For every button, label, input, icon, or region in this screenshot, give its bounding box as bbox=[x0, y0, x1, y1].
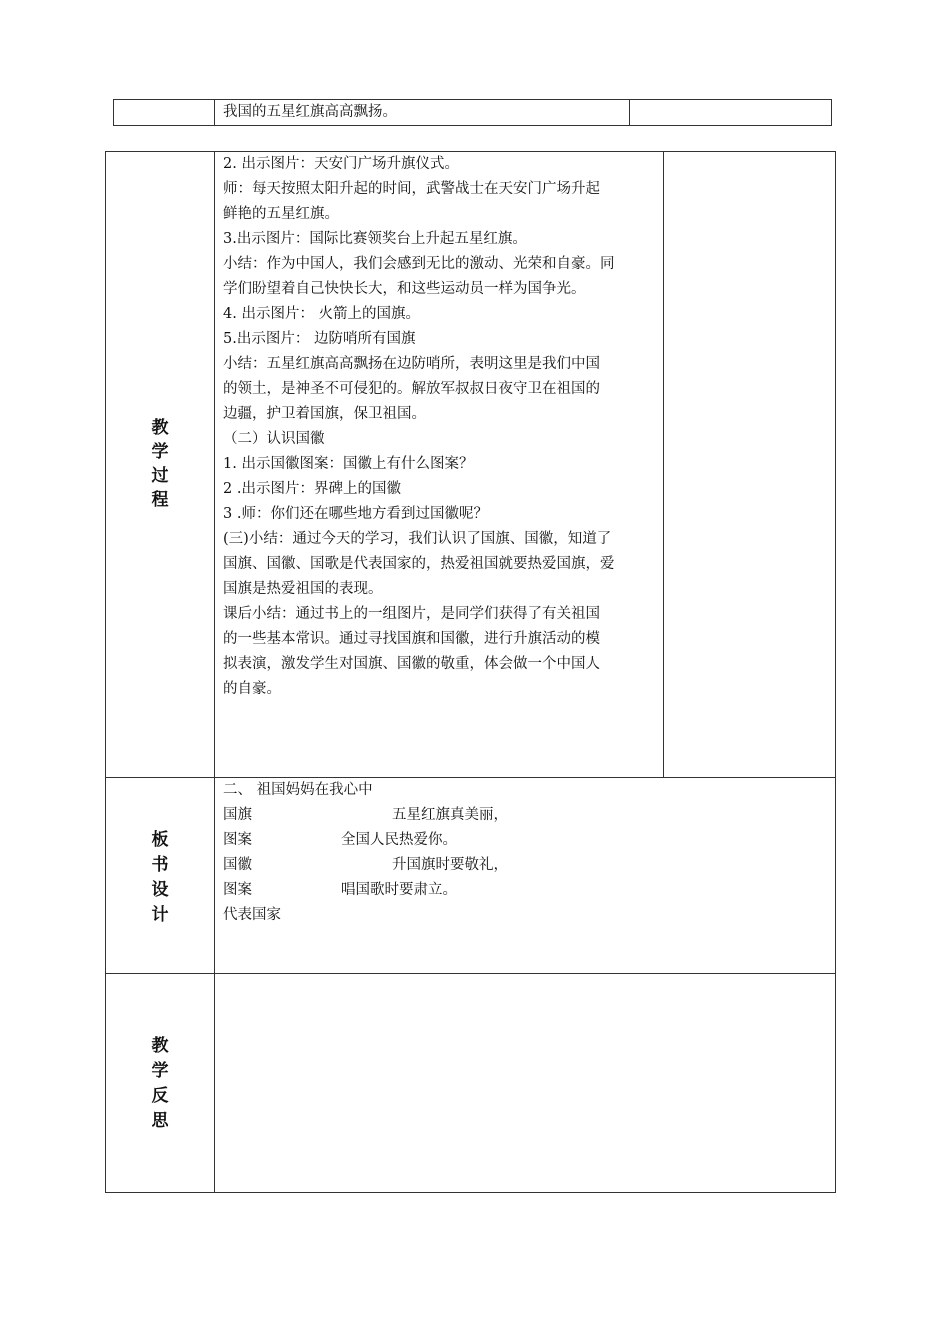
process-line: 4. 出示图片： 火箭上的国旗。 bbox=[223, 306, 421, 322]
process-line: 国旗是热爱祖国的表现。 bbox=[223, 581, 383, 597]
board-label-char: 板 bbox=[151, 830, 169, 850]
reflection-label-char: 思 bbox=[151, 1111, 169, 1131]
process-line: 拟表演，激发学生对国旗、国徽的敬重，体会做一个中国人 bbox=[223, 656, 600, 672]
board-label bbox=[145, 828, 175, 928]
process-line: 2. 出示图片：天安门广场升旗仪式。 bbox=[223, 156, 459, 172]
board-verse: 五星红旗真美丽， bbox=[392, 807, 508, 823]
reflection-label-char: 反 bbox=[151, 1086, 169, 1106]
process-line: 鲜艳的五星红旗。 bbox=[223, 206, 339, 222]
board-left-item: 代表国家 bbox=[223, 907, 281, 923]
process-line: 边疆，护卫着国旗，保卫祖国。 bbox=[223, 406, 426, 422]
board-label-char: 计 bbox=[151, 905, 169, 925]
process-line: 的领土，是神圣不可侵犯的。解放军叔叔日夜守卫在祖国的 bbox=[223, 381, 600, 397]
reflection-label-char: 学 bbox=[151, 1061, 169, 1081]
board-title: 二、 祖国妈妈在我心中 bbox=[223, 782, 373, 798]
reflection-label bbox=[145, 1034, 175, 1134]
process-notes-cell bbox=[663, 151, 836, 778]
process-line: (三)小结：通过今天的学习，我们认识了国旗、国徽，知道了 bbox=[223, 531, 612, 547]
process-line: 小结：作为中国人，我们会感到无比的激动、光荣和自豪。同 bbox=[223, 256, 615, 272]
board-left-item: 国徽 bbox=[223, 857, 252, 873]
process-line: 3 .师：你们还在哪些地方看到过国徽呢？ bbox=[223, 506, 488, 522]
process-line: 小结：五星红旗高高飘扬在边防哨所，表明这里是我们中国 bbox=[223, 356, 600, 372]
reflection-label-char: 教 bbox=[151, 1036, 169, 1056]
process-line: 1. 出示国徽图案：国徽上有什么图案？ bbox=[223, 456, 474, 472]
top-row-left-cell bbox=[113, 99, 215, 126]
board-left-item: 图案 bbox=[223, 882, 252, 898]
process-line: 5.出示图片： 边防哨所有国旗 bbox=[223, 331, 416, 347]
board-verse: 唱国歌时要肃立。 bbox=[341, 882, 457, 898]
process-label-char: 过 bbox=[151, 466, 169, 486]
process-line: 师：每天按照太阳升起的时间，武警战士在天安门广场升起 bbox=[223, 181, 600, 197]
process-label bbox=[145, 416, 175, 512]
board-label-char: 设 bbox=[151, 880, 169, 900]
reflection-content-cell bbox=[214, 973, 836, 1193]
process-line: 3.出示图片：国际比赛领奖台上升起五星红旗。 bbox=[223, 231, 527, 247]
process-line: （二）认识国徽 bbox=[223, 431, 325, 447]
process-label-char: 教 bbox=[151, 418, 169, 438]
process-line: 课后小结：通过书上的一组图片，是同学们获得了有关祖国 bbox=[223, 606, 600, 622]
board-left-item: 图案 bbox=[223, 832, 252, 848]
board-content-cell bbox=[214, 777, 836, 974]
process-label-char: 学 bbox=[151, 442, 169, 462]
process-line: 2 .出示图片：界碑上的国徽 bbox=[223, 481, 401, 497]
process-line: 学们盼望着自己快快长大，和这些运动员一样为国争光。 bbox=[223, 281, 586, 297]
board-left-item: 国旗 bbox=[223, 807, 252, 823]
top-row-right-cell bbox=[629, 99, 832, 126]
process-line: 的自豪。 bbox=[223, 681, 281, 697]
board-verse: 升国旗时要敬礼， bbox=[392, 857, 508, 873]
process-label-char: 程 bbox=[151, 490, 169, 510]
process-line: 国旗、国徽、国歌是代表国家的，热爱祖国就要热爱国旗，爱 bbox=[223, 556, 615, 572]
top-row-text: 我国的五星红旗高高飘扬。 bbox=[223, 104, 397, 120]
process-line: 的一些基本常识。通过寻找国旗和国徽，进行升旗活动的模 bbox=[223, 631, 600, 647]
board-verse: 全国人民热爱你。 bbox=[341, 832, 457, 848]
board-label-char: 书 bbox=[151, 855, 169, 875]
